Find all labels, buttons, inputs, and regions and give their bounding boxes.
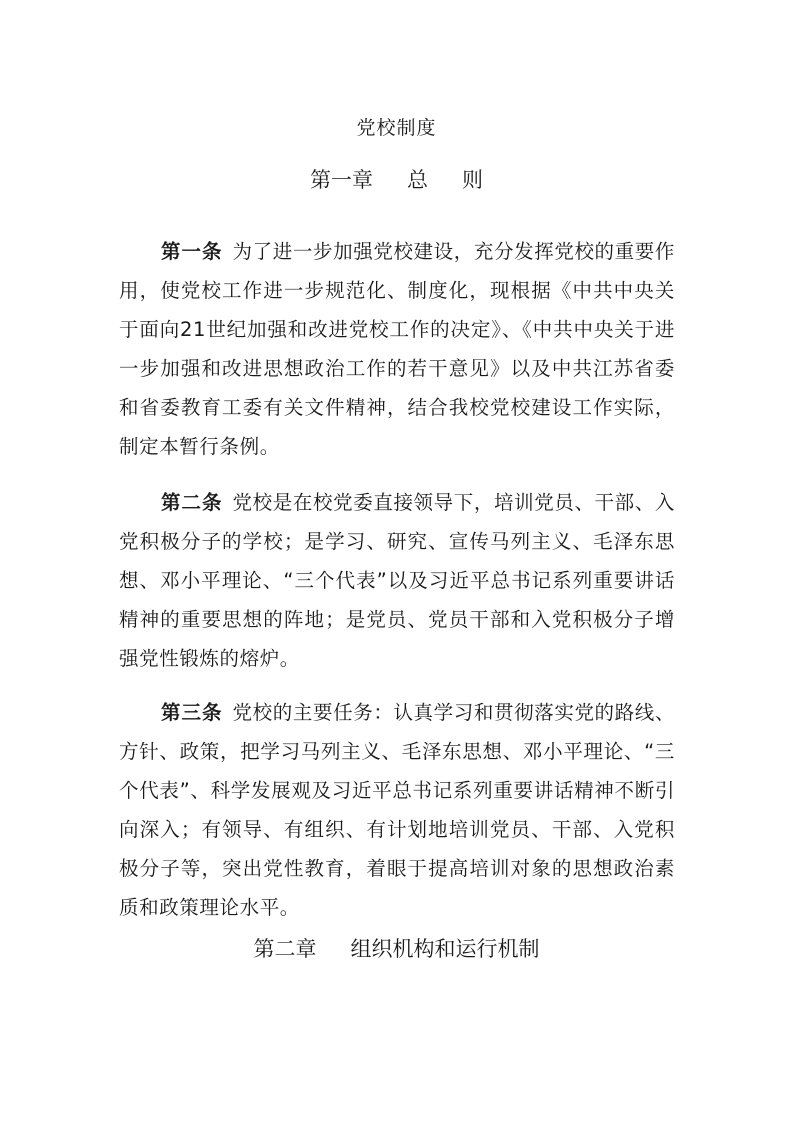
chapter-1-label: 第一章 — [310, 168, 373, 192]
article-3 — [119, 693, 675, 927]
chapter-2-label: 第二章 — [253, 937, 317, 961]
article-1 — [119, 232, 675, 466]
chapter-1-title: 总 — [407, 168, 428, 192]
article-1-text: 为了进一步加强党校建设，充分发挥党校的重要作用，使党校工作进一步规范化、制度化，现根据《中共中央关于面向21世纪加强和改进党校工作的决定》、《中共中央关于进一步加强和改进思想政治工作的若干意见》以及中共江苏省委和省委教育工委有关文件精神，结合我校党校建设工作实际，制定本暂行条例。 — [119, 239, 675, 458]
article-3-text: 党校的主要任务：认真学习和贯彻落实党的路线、方针、政策，把学习马列主义、毛泽东思想、邓小平理论、“三个代表”、科学发展观及习近平总书记系列重要讲话精神不断引向深入；有领导、有组织、有计划地培训党员、干部、入党积极分子等，突出党性教育，着眼于提高培训对象的思想政治素质和政策理论水平。 — [119, 700, 675, 919]
article-2-text: 党校是在校党委直接领导下，培训党员、干部、入党积极分子的学校；是学习、研究、宣传马列主义、毛泽东思想、邓小平理论、“三个代表”以及习近平总书记系列重要讲话精神的重要思想的阵地；是党员、党员干部和入党积极分子增强党性锻炼的熔炉。 — [119, 490, 675, 670]
article-3-number: 第三条 — [161, 700, 223, 724]
document-title: 党校制度 — [356, 117, 437, 139]
article-2-number: 第二条 — [161, 490, 223, 514]
article-2 — [119, 483, 675, 678]
chapter-2-heading — [0, 934, 793, 964]
chapter-2-title: 组织机构和运行机制 — [350, 937, 540, 961]
chapter-1-title-2: 则 — [462, 168, 483, 192]
article-1-number: 第一条 — [161, 239, 223, 263]
chapter-1-heading — [0, 165, 793, 195]
